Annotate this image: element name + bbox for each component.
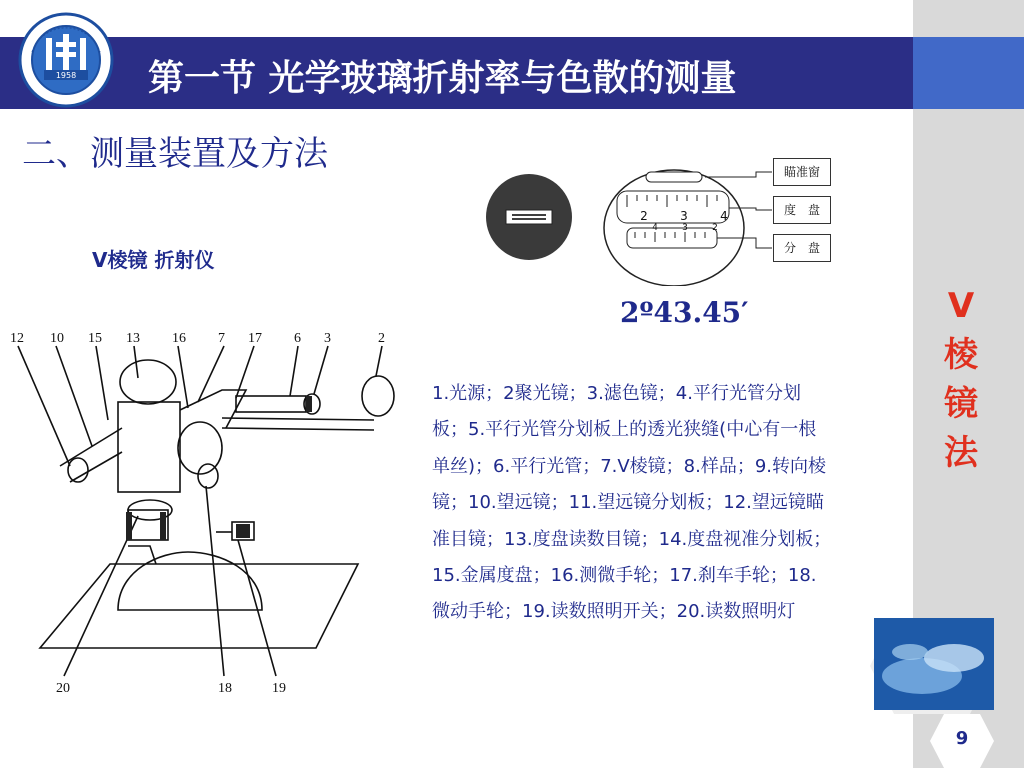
scale-top-label: 4 <box>720 209 728 223</box>
part-number: 19 <box>272 681 286 696</box>
scale-bottom-label: 2 <box>712 223 718 233</box>
scale-top-label: 3 <box>680 209 688 223</box>
part-number: 10 <box>50 331 64 346</box>
page-number: 9 <box>955 728 969 749</box>
part-number: 20 <box>56 681 70 696</box>
vertical-char: V <box>947 286 975 326</box>
parts-description: 1.光源；2聚光镜；3.滤色镜；4.平行光管分划板；5.平行光管分划板上的透光狭缝(中心有一根单丝)；6.平行光管；7.V棱镜；8.样品；9.转向棱镜；10.望远镜；11.望远镜分划板；12.望远镜瞄准目镜；13.度盘读数目镜；14.度盘视准分划板；15.金属度盘；16.测微手轮；17.刹车手轮；18.微动手轮；19.读数照明开关；20.读数照明灯 <box>432 383 832 623</box>
vertical-char: 镜 <box>944 384 978 424</box>
header-bar-accent <box>913 37 1024 109</box>
part-number: 18 <box>218 681 232 696</box>
instrument-label: V棱镜 折射仪 <box>92 248 215 272</box>
scale-top-label: 2 <box>640 209 648 223</box>
logo-year: 1958 <box>55 71 77 80</box>
part-number: 7 <box>218 331 225 346</box>
page-title: 第一节 光学玻璃折射率与色散的测量 <box>148 58 737 99</box>
scale-bottom-label: 3 <box>682 223 688 233</box>
section-subtitle: 二、测量装置及方法 <box>22 134 328 174</box>
callout-degree-dial: 度 盘 <box>773 196 831 224</box>
part-number: 17 <box>248 331 262 346</box>
vertical-title <box>938 282 984 478</box>
part-number: 15 <box>88 331 102 346</box>
vertical-char: 棱 <box>944 335 978 375</box>
part-number: 16 <box>172 331 186 346</box>
part-number: 12 <box>10 331 24 346</box>
vertical-char: 法 <box>944 433 978 473</box>
scale-bottom-label: 4 <box>652 223 658 233</box>
callout-minute-dial: 分 盘 <box>773 234 831 262</box>
refractometer-diagram <box>0 320 420 700</box>
lens-decoration-image <box>870 618 994 714</box>
part-number: 3 <box>324 331 331 346</box>
callout-aiming-window: 瞄准窗 <box>773 158 831 186</box>
part-number: 6 <box>294 331 301 346</box>
part-number: 13 <box>126 331 140 346</box>
part-number: 2 <box>378 331 385 346</box>
university-logo <box>18 12 114 108</box>
angle-reading: 2º43.45′ <box>620 296 749 329</box>
